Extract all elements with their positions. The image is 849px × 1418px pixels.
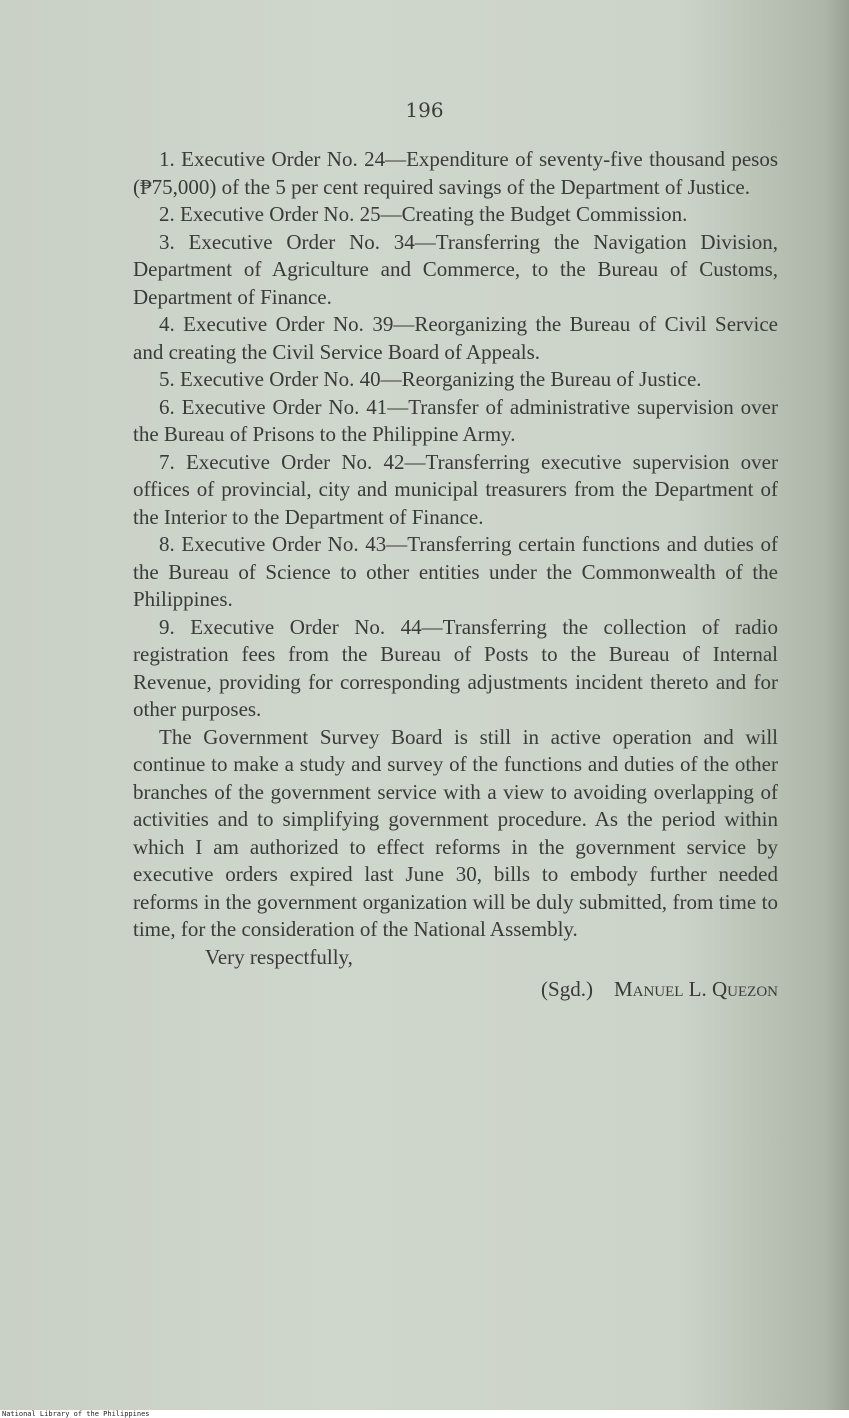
- order-item-8: 8. Executive Order No. 43—Transferring certain functions and duties of the Bureau of Science to other entities under the Commonwealth of the Philippines.: [133, 532, 778, 611]
- valediction: Very respectfully,: [205, 944, 353, 969]
- order-item-3: 3. Executive Order No. 34—Transferring the Navigation Division, Department of Agriculture and Commerce, to the Bureau of Customs, Department of Finance.: [133, 229, 778, 309]
- order-item-9: 9. Executive Order No. 44—Transferring the collection of radio registration fees from the Bureau of Posts to the Bureau of Internal Revenue, providing for corresponding adjustments incident thereto and for other purposes.: [133, 614, 778, 721]
- order-item-7: 7. Executive Order No. 42—Transferring executive supervision over offices of provincial, city and municipal treasurers from the Department of the Interior to the Department of Finance.: [133, 449, 778, 529]
- page-number: 196: [405, 98, 444, 122]
- signature-prefix: (Sgd.): [541, 977, 593, 1001]
- signature-block: [133, 976, 778, 1004]
- order-item-5: 5. Executive Order No. 40—Reorganizing the Bureau of Justice.: [159, 367, 702, 391]
- footer-credit: National Library of the Philippines: [2, 1410, 150, 1418]
- order-item-6: 6. Executive Order No. 41—Transfer of administrative supervision over the Bureau of Prisons to the Philippine Army.: [133, 394, 778, 446]
- order-item-4: 4. Executive Order No. 39—Reorganizing the Bureau of Civil Service and creating the Civil Service Board of Appeals.: [133, 312, 778, 364]
- closing-paragraph: The Government Survey Board is still in active operation and will continue to make a study and survey of the functions and duties of the other branches of the government service with a view to avoiding overlapping of activities and to simplifying government procedure. As the period within which I am authorized to effect reforms in the government service by executive orders expired last June 30, bills to embody further needed reforms in the government organization will be duly submitted, from time to time, for the consideration of the National Assembly.: [133, 724, 778, 941]
- order-item-2: 2. Executive Order No. 25—Creating the Budget Commission.: [159, 202, 688, 226]
- signature-name: Manuel L. Quezon: [613, 977, 778, 1001]
- document-body: [133, 146, 778, 1004]
- order-item-1: 1. Executive Order No. 24—Expenditure of seventy-five thousand pesos (₱75,000) of the 5 per cent required savings of the Department of Justice.: [133, 147, 778, 199]
